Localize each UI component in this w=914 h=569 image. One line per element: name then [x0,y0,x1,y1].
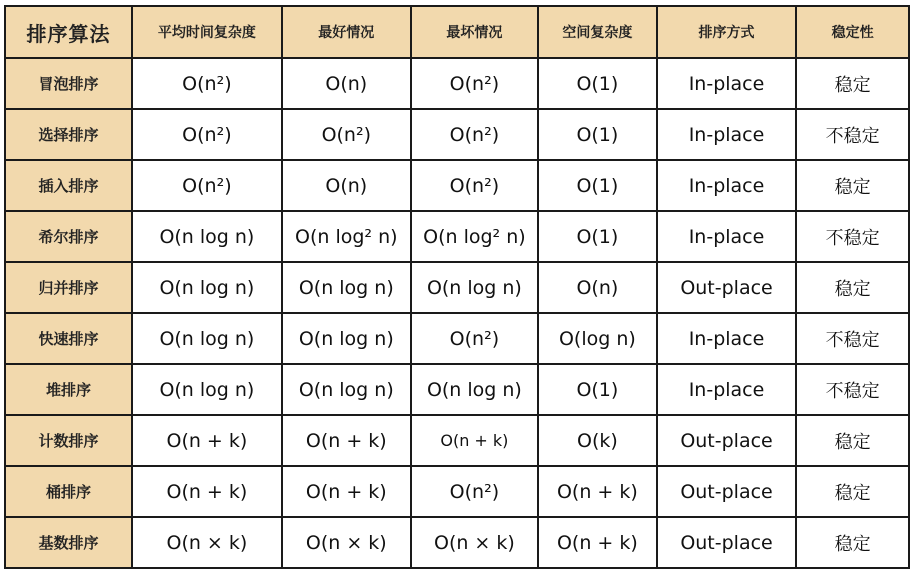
table-row [5,415,909,466]
header-average-time: 平均时间复杂度 [132,6,282,58]
stability-cell: 稳定 [796,160,909,211]
space-cell: O(n) [538,262,657,313]
method-cell: In-place [657,313,796,364]
stability-cell: 不稳定 [796,313,909,364]
table-row [5,58,909,109]
header-method: 排序方式 [657,6,796,58]
worst-case-cell: O(n + k) [411,415,538,466]
algorithm-name: 归并排序 [5,262,132,313]
best-case-cell: O(n log² n) [282,211,411,262]
worst-case-cell: O(n log n) [411,262,538,313]
header-best-case: 最好情况 [282,6,411,58]
best-case-cell: O(n log n) [282,262,411,313]
stability-cell: 不稳定 [796,364,909,415]
stability-cell: 稳定 [796,58,909,109]
worst-case-cell: O(n log² n) [411,211,538,262]
algorithm-name: 堆排序 [5,364,132,415]
sorting-complexity-table-wrapper [4,5,910,556]
average-time-cell: O(n × k) [132,517,282,568]
worst-case-cell: O(n × k) [411,517,538,568]
space-cell: O(1) [538,160,657,211]
algorithm-name: 插入排序 [5,160,132,211]
method-cell: In-place [657,58,796,109]
average-time-cell: O(n + k) [132,466,282,517]
space-cell: O(k) [538,415,657,466]
space-cell: O(1) [538,109,657,160]
algorithm-name: 快速排序 [5,313,132,364]
method-cell: Out-place [657,262,796,313]
worst-case-cell: O(n²) [411,58,538,109]
best-case-cell: O(n) [282,58,411,109]
best-case-cell: O(n + k) [282,466,411,517]
stability-cell: 不稳定 [796,211,909,262]
table-row [5,262,909,313]
average-time-cell: O(n + k) [132,415,282,466]
best-case-cell: O(n + k) [282,415,411,466]
stability-cell: 不稳定 [796,109,909,160]
stability-cell: 稳定 [796,517,909,568]
average-time-cell: O(n²) [132,58,282,109]
worst-case-cell: O(n log n) [411,364,538,415]
header-worst-case: 最坏情况 [411,6,538,58]
best-case-cell: O(n log n) [282,364,411,415]
method-cell: In-place [657,109,796,160]
best-case-cell: O(n²) [282,109,411,160]
table-row [5,313,909,364]
stability-cell: 稳定 [796,262,909,313]
worst-case-cell: O(n²) [411,160,538,211]
table-row [5,364,909,415]
average-time-cell: O(n log n) [132,313,282,364]
algorithm-name: 冒泡排序 [5,58,132,109]
table-row [5,109,909,160]
best-case-cell: O(n log n) [282,313,411,364]
worst-case-cell: O(n²) [411,466,538,517]
average-time-cell: O(n²) [132,109,282,160]
method-cell: In-place [657,160,796,211]
worst-case-cell: O(n²) [411,313,538,364]
best-case-cell: O(n × k) [282,517,411,568]
table-row [5,466,909,517]
algorithm-name: 选择排序 [5,109,132,160]
method-cell: Out-place [657,415,796,466]
table-row [5,160,909,211]
space-cell: O(n + k) [538,517,657,568]
algorithm-name: 基数排序 [5,517,132,568]
average-time-cell: O(n log n) [132,262,282,313]
method-cell: Out-place [657,466,796,517]
method-cell: Out-place [657,517,796,568]
header-space: 空间复杂度 [538,6,657,58]
stability-cell: 稳定 [796,415,909,466]
space-cell: O(1) [538,58,657,109]
stability-cell: 稳定 [796,466,909,517]
space-cell: O(log n) [538,313,657,364]
sorting-complexity-table [4,5,910,569]
table-row [5,517,909,568]
header-stability: 稳定性 [796,6,909,58]
average-time-cell: O(n²) [132,160,282,211]
average-time-cell: O(n log n) [132,211,282,262]
algorithm-name: 希尔排序 [5,211,132,262]
space-cell: O(1) [538,364,657,415]
header-algorithm: 排序算法 [5,6,132,58]
algorithm-name: 计数排序 [5,415,132,466]
method-cell: In-place [657,211,796,262]
method-cell: In-place [657,364,796,415]
algorithm-name: 桶排序 [5,466,132,517]
average-time-cell: O(n log n) [132,364,282,415]
best-case-cell: O(n) [282,160,411,211]
header-row [5,6,909,58]
worst-case-cell: O(n²) [411,109,538,160]
space-cell: O(n + k) [538,466,657,517]
space-cell: O(1) [538,211,657,262]
table-row [5,211,909,262]
